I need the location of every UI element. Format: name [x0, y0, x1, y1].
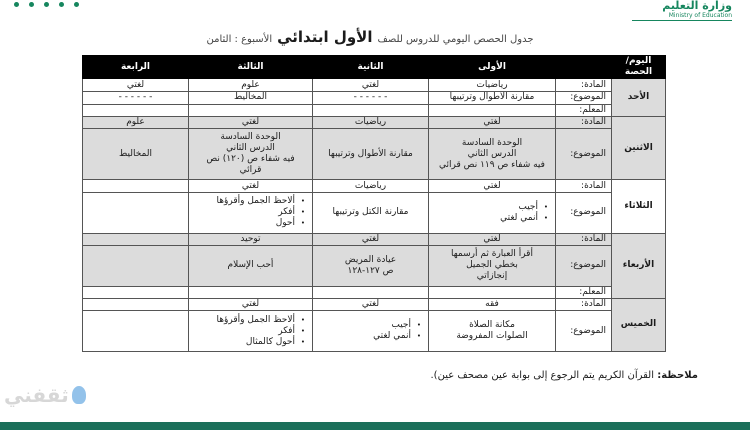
- header-period-4: الرابعة: [83, 56, 189, 79]
- table-row: [83, 286, 666, 298]
- lightbulb-icon: [72, 386, 86, 404]
- cell-subject: لغتي: [429, 180, 556, 192]
- table-row: [83, 117, 666, 129]
- topic-line: قرائي: [239, 165, 262, 176]
- cell-topic: مقارنة الأطوال وترتيبها: [429, 91, 556, 104]
- footnote-text: القرآن الكريم يتم الرجوع إلى بوابة عين مصحف عين).: [430, 370, 655, 381]
- cell-empty: [83, 192, 189, 233]
- cell-subject: لغتي: [313, 298, 429, 310]
- cell-empty: [83, 311, 189, 352]
- dot-icon: [74, 2, 79, 7]
- cell-topic: - - - - - -: [313, 91, 429, 104]
- schedule-table: [82, 55, 666, 352]
- cell-subject: علوم: [189, 79, 313, 91]
- cell-subject: لغتي: [189, 298, 313, 310]
- table-row: [83, 311, 666, 352]
- cell-empty: [313, 104, 429, 116]
- cell-topic: [313, 311, 429, 352]
- table-row: [83, 233, 666, 245]
- footnote-label: ملاحظة:: [657, 370, 698, 381]
- day-tuesday: الثلاثاء: [612, 180, 666, 233]
- cell-topic: أحب الإسلام: [189, 245, 313, 286]
- topic-line: الوحدة السادسة: [461, 137, 523, 148]
- topic-line: فيه شفاء ص (١٢٠) نص: [206, 154, 295, 165]
- topic-list: [192, 196, 309, 229]
- day-wednesday: الأربعاء: [612, 233, 666, 298]
- topic-label: الموضوع:: [556, 129, 612, 180]
- cell-subject: فقه: [429, 298, 556, 310]
- header-blank: [556, 56, 612, 79]
- cell-empty: [313, 286, 429, 298]
- topic-line: الدرس الثاني: [467, 148, 517, 159]
- brand-watermark: [4, 378, 76, 418]
- cell-topic: المخاليط: [189, 91, 313, 104]
- list-item: • أجيب: [432, 202, 538, 213]
- header-day-period: اليوم/ الحصة: [612, 56, 666, 79]
- topic-list: [432, 202, 552, 224]
- topic-line: عيادة المريض: [344, 254, 397, 265]
- topic-line: الوحدة السادسة: [220, 132, 281, 143]
- teacher-label: المعلم:: [556, 286, 612, 298]
- subject-label: المادة:: [556, 180, 612, 192]
- footnote: [431, 370, 699, 384]
- list-item: • أحول كالمثال: [192, 337, 295, 348]
- cell-empty: [83, 298, 189, 310]
- cell-empty: [189, 104, 313, 116]
- cell-subject: رياضيات: [313, 180, 429, 192]
- day-sunday: الأحد: [612, 79, 666, 117]
- table-row: [83, 129, 666, 180]
- table-row: [83, 104, 666, 116]
- ministry-name-en: Ministry of Education: [668, 12, 732, 19]
- page-title: [190, 28, 550, 46]
- day-thursday: الخميس: [612, 298, 666, 351]
- topic-line: الدرس الثاني: [226, 143, 275, 154]
- topic-line: بخطي الجميل: [466, 260, 518, 271]
- cell-topic: [429, 311, 556, 352]
- cell-subject: علوم: [83, 117, 189, 129]
- table-header-row: [83, 56, 666, 79]
- cell-topic: [189, 192, 313, 233]
- cell-subject: لغتي: [83, 79, 189, 91]
- header-period-1: الأولى: [429, 56, 556, 79]
- cell-topic: - - - - - -: [83, 91, 189, 104]
- teacher-label: المعلم:: [556, 104, 612, 116]
- subject-label: المادة:: [556, 298, 612, 310]
- list-item: • أفكر: [192, 326, 295, 337]
- cell-topic: [429, 192, 556, 233]
- list-item: • ألاحظ الجمل وأقرؤها: [192, 196, 295, 207]
- brand-text: ثقفني: [4, 383, 69, 407]
- topic-line: مكانة الصلاة: [469, 320, 515, 331]
- dot-icon: [44, 2, 49, 7]
- table-row: [83, 180, 666, 192]
- dot-icon: [59, 2, 64, 7]
- header-period-2: الثانية: [313, 56, 429, 79]
- cell-topic: مقارنة الكتل وترتيبها: [313, 192, 429, 233]
- subject-label: المادة:: [556, 79, 612, 91]
- title-week: الأسبوع : الثامن: [206, 34, 273, 45]
- cell-empty: [189, 286, 313, 298]
- table-row: [83, 245, 666, 286]
- cell-subject: رياضيات: [313, 117, 429, 129]
- topic-line: ص ١٢٧-١٢٨: [347, 265, 394, 276]
- cell-topic: [189, 311, 313, 352]
- subject-label: المادة:: [556, 233, 612, 245]
- cell-topic: [189, 129, 313, 180]
- table-row: [83, 192, 666, 233]
- cell-topic: مقارنة الأطوال وترتيبها: [313, 129, 429, 180]
- topic-label: الموضوع:: [556, 245, 612, 286]
- list-item: • ألاحظ الجمل وأقرؤها: [192, 315, 295, 326]
- header-period-3: الثالثة: [189, 56, 313, 79]
- cell-subject: لغتي: [429, 117, 556, 129]
- topic-line: أقرأ العبارة ثم أرسمها: [451, 249, 533, 260]
- table-row: [83, 79, 666, 91]
- header-divider: [632, 20, 732, 21]
- cell-empty: [83, 245, 189, 286]
- table-row: [83, 91, 666, 104]
- cell-topic: [313, 245, 429, 286]
- list-item: • أحول: [192, 218, 295, 229]
- title-prefix: جدول الحصص اليومي للدروس للصف: [377, 34, 534, 45]
- cell-topic: [429, 129, 556, 180]
- day-monday: الاثنين: [612, 117, 666, 180]
- cell-empty: [83, 180, 189, 192]
- topic-line: إنجازاتي: [476, 271, 508, 282]
- ministry-logo: [642, 0, 732, 22]
- cell-empty: [83, 233, 189, 245]
- cell-subject: لغتي: [429, 233, 556, 245]
- topic-line: الصلوات المفروضة: [456, 331, 528, 342]
- cell-subject: لغتي: [313, 233, 429, 245]
- list-item: • أنمي لغتي: [316, 331, 411, 342]
- list-item: • أنمي لغتي: [432, 213, 538, 224]
- cell-empty: [429, 286, 556, 298]
- dot-icon: [14, 2, 19, 7]
- topic-label: الموضوع:: [556, 192, 612, 233]
- cell-subject: لغتي: [189, 117, 313, 129]
- subject-label: المادة:: [556, 117, 612, 129]
- table-row: [83, 298, 666, 310]
- cell-topic: المخاليط: [83, 129, 189, 180]
- cell-empty: [429, 104, 556, 116]
- topic-list: [316, 320, 425, 342]
- cell-subject: لغتي: [313, 79, 429, 91]
- topic-label: الموضوع:: [556, 311, 612, 352]
- cell-topic: [429, 245, 556, 286]
- title-grade: الأول ابتدائي: [277, 28, 373, 46]
- cell-subject: توحيد: [189, 233, 313, 245]
- dot-icon: [29, 2, 34, 7]
- list-item: • أجيب: [316, 320, 411, 331]
- cell-empty: [83, 286, 189, 298]
- ministry-name-ar: وزارة التعليم: [662, 0, 732, 12]
- cell-empty: [83, 104, 189, 116]
- topic-list: [192, 315, 309, 348]
- list-item: • أفكر: [192, 207, 295, 218]
- cell-subject: رياضيات: [429, 79, 556, 91]
- footer-bar: [0, 422, 750, 430]
- topic-label: الموضوع:: [556, 91, 612, 104]
- cell-subject: لغتي: [189, 180, 313, 192]
- topic-line: فيه شفاء ص ١١٩ نص قرائي: [439, 159, 545, 170]
- decorative-dots: [14, 2, 79, 10]
